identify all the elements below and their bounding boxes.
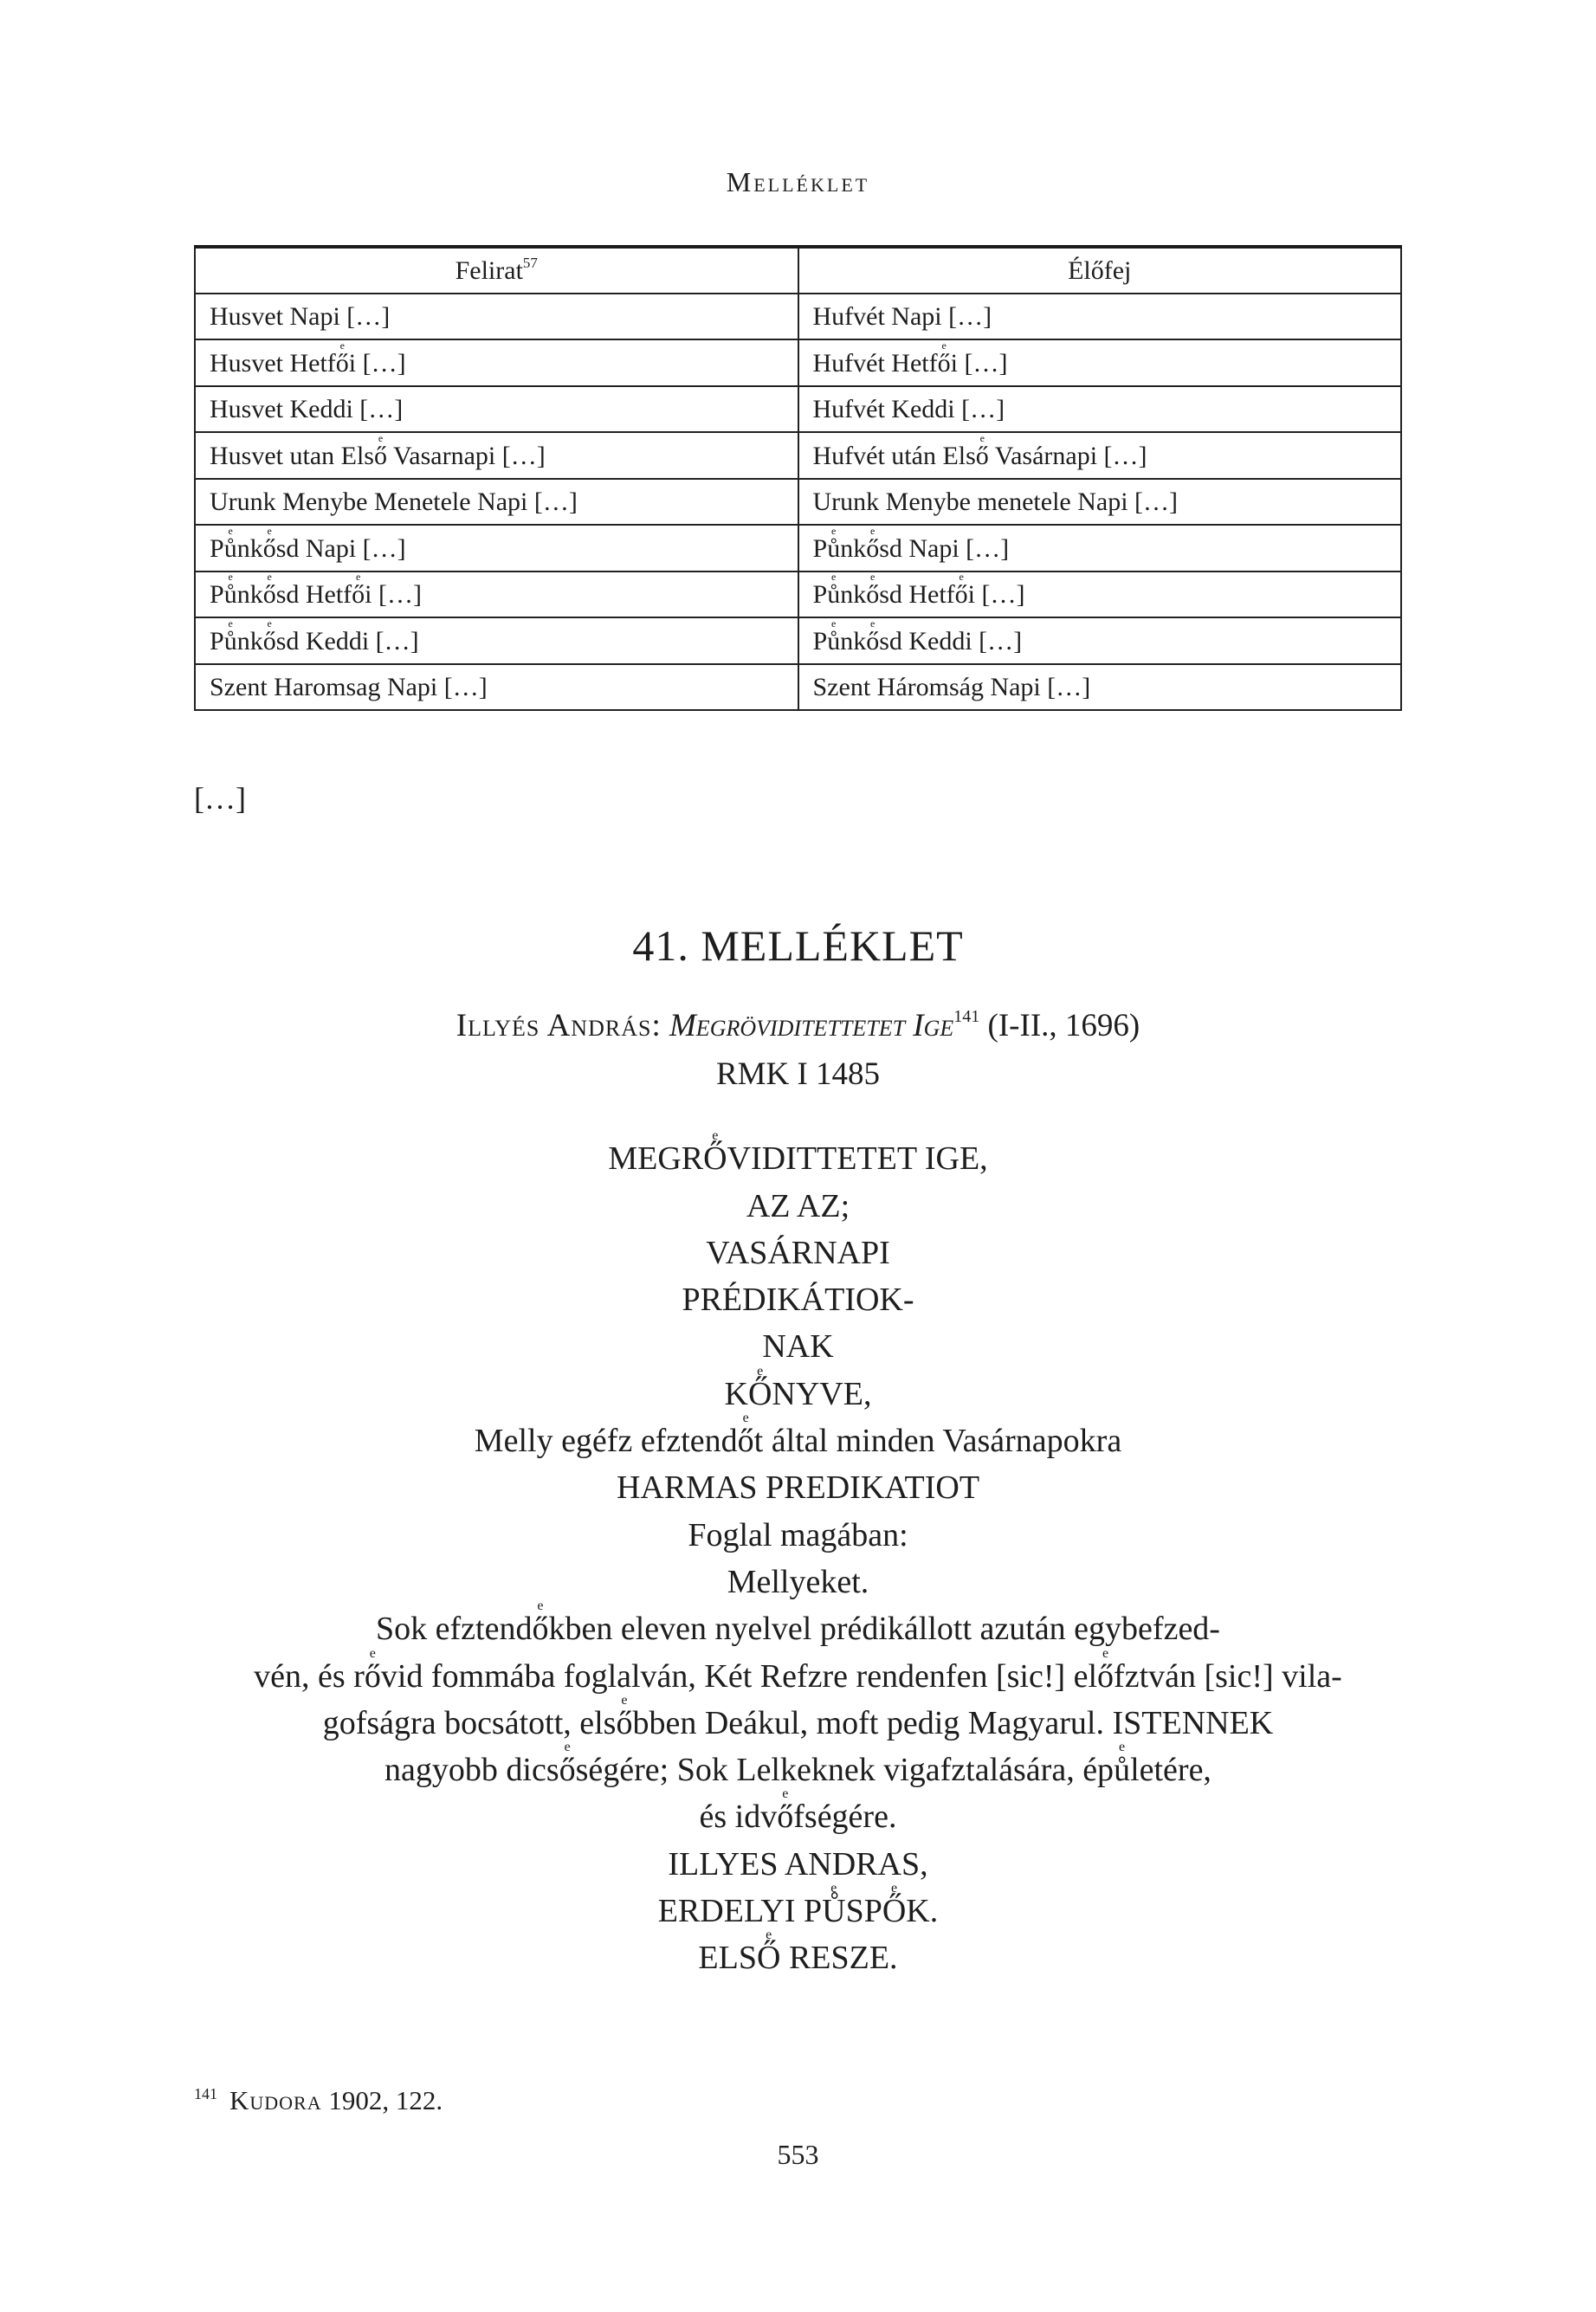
superscript-e-mark: e <box>339 339 345 352</box>
text-segment: Urunk Menybe menetele Napi […] <box>812 488 1179 516</box>
marked-letter-base: ů <box>1114 1752 1131 1789</box>
section-title: 41. MELLÉKLET <box>632 921 964 970</box>
text-segment: i […] <box>950 348 1008 378</box>
text-segment: SP <box>845 1893 882 1930</box>
text-segment: NYVE, <box>772 1375 872 1412</box>
superscript-e-mark: e <box>870 524 876 537</box>
text-segment: Husvet utan Els <box>210 441 374 470</box>
marked-letter-base: ő <box>373 441 387 470</box>
work-title: Megröviditettetet Ige <box>669 1008 954 1043</box>
transcript-line <box>0 1224 1596 1270</box>
cell-elofej <box>798 664 1402 711</box>
marked-letter <box>263 526 276 564</box>
table-row <box>195 386 1401 433</box>
marked-letter-base: ů <box>827 626 841 655</box>
column-header-label: Élőfej <box>1068 255 1132 285</box>
marked-letter <box>757 1929 780 1975</box>
text-segment: ILLYES ANDRAS, <box>668 1845 928 1883</box>
marked-letter-base: Ő <box>747 1375 772 1412</box>
text-segment: P <box>812 626 828 655</box>
marked-letter-base: ů <box>827 580 841 609</box>
text-segment: Foglal magában: <box>688 1516 908 1553</box>
marked-letter <box>559 1741 576 1787</box>
superscript-e-mark: e <box>830 1881 837 1896</box>
text-segment: Husvet Hetf <box>210 348 336 378</box>
table-body <box>195 294 1401 711</box>
table-row <box>195 432 1401 479</box>
cell-felirat <box>195 294 798 340</box>
marked-letter <box>263 619 276 656</box>
column-header-elofej <box>798 247 1402 294</box>
marked-letter <box>938 341 951 378</box>
text-segment: Urunk Menybe Menetele Napi […] <box>210 488 578 516</box>
cell-elofej <box>798 339 1402 386</box>
text-segment: nagyobb dics <box>384 1752 559 1789</box>
superscript-e-mark: e <box>378 431 384 444</box>
marked-letter-base: ů <box>223 626 237 655</box>
text-segment: K. <box>906 1893 939 1930</box>
marked-letter <box>616 1692 633 1741</box>
marked-letter-base: ő <box>954 580 968 609</box>
text-segment: Szent Haromsag Napi […] <box>210 673 488 701</box>
cell-elofej <box>798 432 1402 479</box>
text-segment: és idv <box>699 1799 778 1836</box>
text-segment: letére, <box>1130 1752 1212 1789</box>
text-segment: AZ AZ; <box>746 1187 850 1224</box>
marked-letter <box>336 341 349 378</box>
transcript-line <box>0 1928 1596 1975</box>
text-segment: VIDITTETET IGE, <box>727 1140 988 1178</box>
text-segment: K <box>724 1375 748 1412</box>
marked-letter-base: ő <box>866 580 880 609</box>
text-segment: P <box>210 533 224 563</box>
marked-letter-base: ů <box>223 533 237 563</box>
transcript-line <box>0 1270 1596 1317</box>
cell-elofej <box>798 525 1402 572</box>
transcript-line <box>0 1458 1596 1505</box>
marked-letter-base: Ő <box>756 1940 781 1977</box>
text-segment: sd Keddi […] <box>275 626 419 655</box>
superscript-e-mark: e <box>537 1598 544 1614</box>
superscript-e-mark: e <box>228 571 233 583</box>
transcript-line <box>0 1834 1596 1881</box>
marked-letter-base: ů <box>223 580 237 609</box>
text-segment: RESZE. <box>780 1940 898 1977</box>
text-segment: ERDELYI P <box>657 1893 823 1930</box>
marked-letter <box>866 526 879 564</box>
cell-felirat <box>195 664 798 711</box>
marked-letter <box>224 619 237 656</box>
text-segment: Melly egéfz efztend <box>474 1423 738 1460</box>
footnote-author: Kudora <box>229 2085 322 2115</box>
marked-letter-base: ő <box>1097 1657 1115 1695</box>
superscript-e-mark: e <box>267 524 272 537</box>
marked-letter-base: ő <box>262 580 276 609</box>
marked-letter-base: ő <box>262 626 276 655</box>
text-segment: nk <box>236 626 263 655</box>
section-subtitle <box>0 1006 1596 1046</box>
text-segment: Vasárnapi […] <box>988 441 1147 470</box>
transcript-line <box>0 1129 1596 1176</box>
marked-letter-base: Ů <box>822 1893 846 1930</box>
marked-letter <box>866 619 879 656</box>
text-segment: P <box>812 533 828 563</box>
marked-letter-base: ő <box>777 1799 794 1836</box>
marked-letter-base: ő <box>364 1657 381 1695</box>
superscript-e-mark: e <box>356 571 361 583</box>
text-segment: sd Hetf <box>879 580 955 609</box>
running-head: Melléklet <box>726 166 870 197</box>
author-name: Illyés András: <box>456 1008 662 1043</box>
cell-elofej <box>798 386 1402 433</box>
superscript-e-mark: e <box>870 571 876 583</box>
cell-elofej <box>798 479 1402 526</box>
text-segment: fségére. <box>793 1799 897 1836</box>
table-row <box>195 572 1401 618</box>
transcript-line <box>0 1364 1596 1411</box>
omission-marker: […] <box>194 781 246 816</box>
text-segment: sd Napi […] <box>879 533 1010 563</box>
marked-letter <box>1097 1645 1115 1695</box>
cell-elofej <box>798 572 1402 618</box>
column-header-felirat <box>195 247 798 294</box>
page-number: 553 <box>777 2139 819 2170</box>
text-segment: ségére; Sok Lelkeknek vigafztalására, ép <box>575 1752 1115 1789</box>
text-segment: fztván [sic!] vila- <box>1114 1657 1342 1695</box>
text-segment: PRÉDIKÁTIOK- <box>682 1282 914 1319</box>
superscript-e-mark: e <box>712 1128 719 1144</box>
table-header-row <box>195 247 1401 294</box>
text-segment: P <box>210 580 224 609</box>
superscript-e-mark: e <box>267 571 272 583</box>
text-segment: nk <box>236 580 263 609</box>
marked-letter-base: ő <box>532 1611 549 1648</box>
catalog-reference: RMK I 1485 <box>715 1056 881 1092</box>
title-page-transcript <box>0 1129 1596 1975</box>
text-segment: Hufvét Napi […] <box>812 302 992 331</box>
text-segment: MEGR <box>608 1140 704 1178</box>
table-row <box>195 525 1401 572</box>
table-row <box>195 664 1401 711</box>
text-segment: sd Hetf <box>275 580 352 609</box>
marked-letter-base: ő <box>975 441 989 470</box>
marked-letter-base: ő <box>559 1752 576 1789</box>
marked-letter-base: ő <box>262 533 276 563</box>
transcript-line <box>0 1787 1596 1834</box>
superscript-e-mark: e <box>831 571 837 583</box>
superscript-e-mark: e <box>782 1786 789 1802</box>
transcript-line <box>0 1317 1596 1364</box>
cell-elofej <box>798 294 1402 340</box>
cell-felirat <box>195 339 798 386</box>
marked-letter <box>263 572 276 610</box>
marked-letter <box>364 1645 381 1695</box>
cell-felirat <box>195 572 798 618</box>
marked-letter <box>224 526 237 564</box>
marked-letter-base: ő <box>335 348 349 378</box>
footnote-citation: 1902, 122. <box>328 2085 443 2115</box>
superscript-e-mark: e <box>564 1740 571 1755</box>
footnote <box>194 2083 443 2118</box>
marked-letter <box>975 431 989 471</box>
text-segment: i […] <box>365 580 422 609</box>
transcript-line <box>0 1599 1596 1646</box>
marked-letter <box>827 526 840 564</box>
text-segment: sd Napi […] <box>275 533 406 563</box>
cell-elofej <box>798 617 1402 664</box>
text-segment: Hufvét Keddi […] <box>812 395 1005 423</box>
marked-letter <box>827 619 840 656</box>
marked-letter-base: Ő <box>882 1893 907 1930</box>
superscript-e-mark: e <box>766 1928 772 1943</box>
text-segment: P <box>812 580 828 609</box>
superscript-e-mark: e <box>228 524 233 537</box>
text-segment: Mellyeket. <box>727 1563 869 1600</box>
marked-letter-base: ő <box>866 533 880 563</box>
text-segment: VASÁRNAPI <box>706 1234 890 1271</box>
marked-letter <box>1114 1741 1130 1787</box>
transcript-line <box>0 1176 1596 1223</box>
text-segment: HARMAS PREDIKATIOT <box>616 1469 980 1507</box>
transcript-line <box>0 1505 1596 1552</box>
transcript-line <box>0 1694 1596 1740</box>
text-segment: kben eleven nyelvel prédikállott azután egybefzed- <box>548 1611 1220 1648</box>
marked-letter <box>532 1600 548 1646</box>
table-row <box>195 294 1401 340</box>
heading-comparison-table <box>194 245 1402 711</box>
marked-letter-base: ő <box>937 348 951 378</box>
marked-letter <box>352 572 365 610</box>
superscript-e-mark: e <box>979 431 985 444</box>
cell-felirat <box>195 386 798 433</box>
text-segment: t által minden Vasárnapokra <box>753 1423 1122 1460</box>
table-row <box>195 479 1401 526</box>
footnote-reference: 57 <box>522 254 538 271</box>
text-segment: i […] <box>967 580 1025 609</box>
table-row <box>195 617 1401 664</box>
text-segment: P <box>210 626 224 655</box>
marked-letter <box>703 1130 727 1176</box>
marked-letter-base: ő <box>352 580 365 609</box>
transcript-line <box>0 1553 1596 1599</box>
transcript-line <box>0 1882 1596 1928</box>
marked-letter-base: ů <box>827 533 841 563</box>
text-segment: NAK <box>762 1328 834 1366</box>
superscript-e-mark: e <box>831 617 837 630</box>
marked-letter <box>827 572 840 610</box>
text-segment: Husvet Napi […] <box>210 302 391 331</box>
text-segment: nk <box>840 580 867 609</box>
marked-letter-base: Ő <box>703 1140 727 1178</box>
text-segment: vén, és r <box>254 1657 365 1695</box>
text-segment: Husvet Keddi […] <box>210 395 404 423</box>
superscript-e-mark: e <box>369 1645 376 1661</box>
footnote-number: 141 <box>194 2085 217 2102</box>
superscript-e-mark: e <box>831 524 837 537</box>
transcript-line <box>0 1646 1596 1693</box>
text-segment: gofságra bocsátott, els <box>322 1704 617 1741</box>
superscript-e-mark: e <box>228 617 233 630</box>
marked-letter-base: ő <box>616 1704 633 1741</box>
cell-felirat <box>195 525 798 572</box>
marked-letter <box>224 572 237 610</box>
marked-letter <box>373 431 387 471</box>
superscript-e-mark: e <box>941 339 947 352</box>
text-segment: nk <box>840 626 867 655</box>
cell-felirat <box>195 479 798 526</box>
marked-letter <box>738 1412 754 1458</box>
superscript-e-mark: e <box>870 617 876 630</box>
text-segment: Sok efztend <box>376 1611 533 1648</box>
text-segment: vid fommába foglalván, Két Refzre rendenfen [sic!] el <box>380 1657 1098 1695</box>
table-row <box>195 339 1401 386</box>
superscript-e-mark: e <box>1102 1645 1109 1661</box>
transcript-line <box>0 1740 1596 1787</box>
transcript-line <box>0 1411 1596 1458</box>
column-header-label: Felirat <box>455 255 523 285</box>
footnote-reference: 141 <box>953 1007 980 1026</box>
text-segment: Hufvét után Els <box>812 441 976 470</box>
text-segment: Vasarnapi […] <box>386 441 546 470</box>
marked-letter <box>882 1883 906 1928</box>
text-segment: ELS <box>698 1940 757 1977</box>
superscript-e-mark: e <box>757 1363 764 1379</box>
superscript-e-mark: e <box>742 1411 749 1426</box>
text-segment: Hufvét Hetf <box>812 348 938 378</box>
text-segment: nk <box>236 533 263 563</box>
text-segment: i […] <box>348 348 406 378</box>
cell-felirat <box>195 432 798 479</box>
marked-letter-base: ő <box>737 1423 754 1460</box>
text-segment: nk <box>840 533 867 563</box>
work-details: (I-II., 1696) <box>987 1008 1140 1043</box>
superscript-e-mark: e <box>1119 1740 1126 1755</box>
cell-felirat <box>195 617 798 664</box>
marked-letter <box>866 572 879 610</box>
superscript-e-mark: e <box>959 571 964 583</box>
marked-letter <box>777 1788 793 1834</box>
marked-letter-base: ő <box>866 626 880 655</box>
text-segment: Szent Háromság Napi […] <box>812 673 1091 701</box>
marked-letter <box>822 1883 845 1928</box>
superscript-e-mark: e <box>621 1692 628 1708</box>
marked-letter <box>747 1363 772 1412</box>
superscript-e-mark: e <box>891 1881 898 1896</box>
text-segment: bben Deákul, moft pedig Magyarul. ISTENNEK <box>632 1704 1274 1741</box>
marked-letter <box>955 572 968 610</box>
text-segment: sd Keddi […] <box>879 626 1023 655</box>
superscript-e-mark: e <box>267 617 272 630</box>
